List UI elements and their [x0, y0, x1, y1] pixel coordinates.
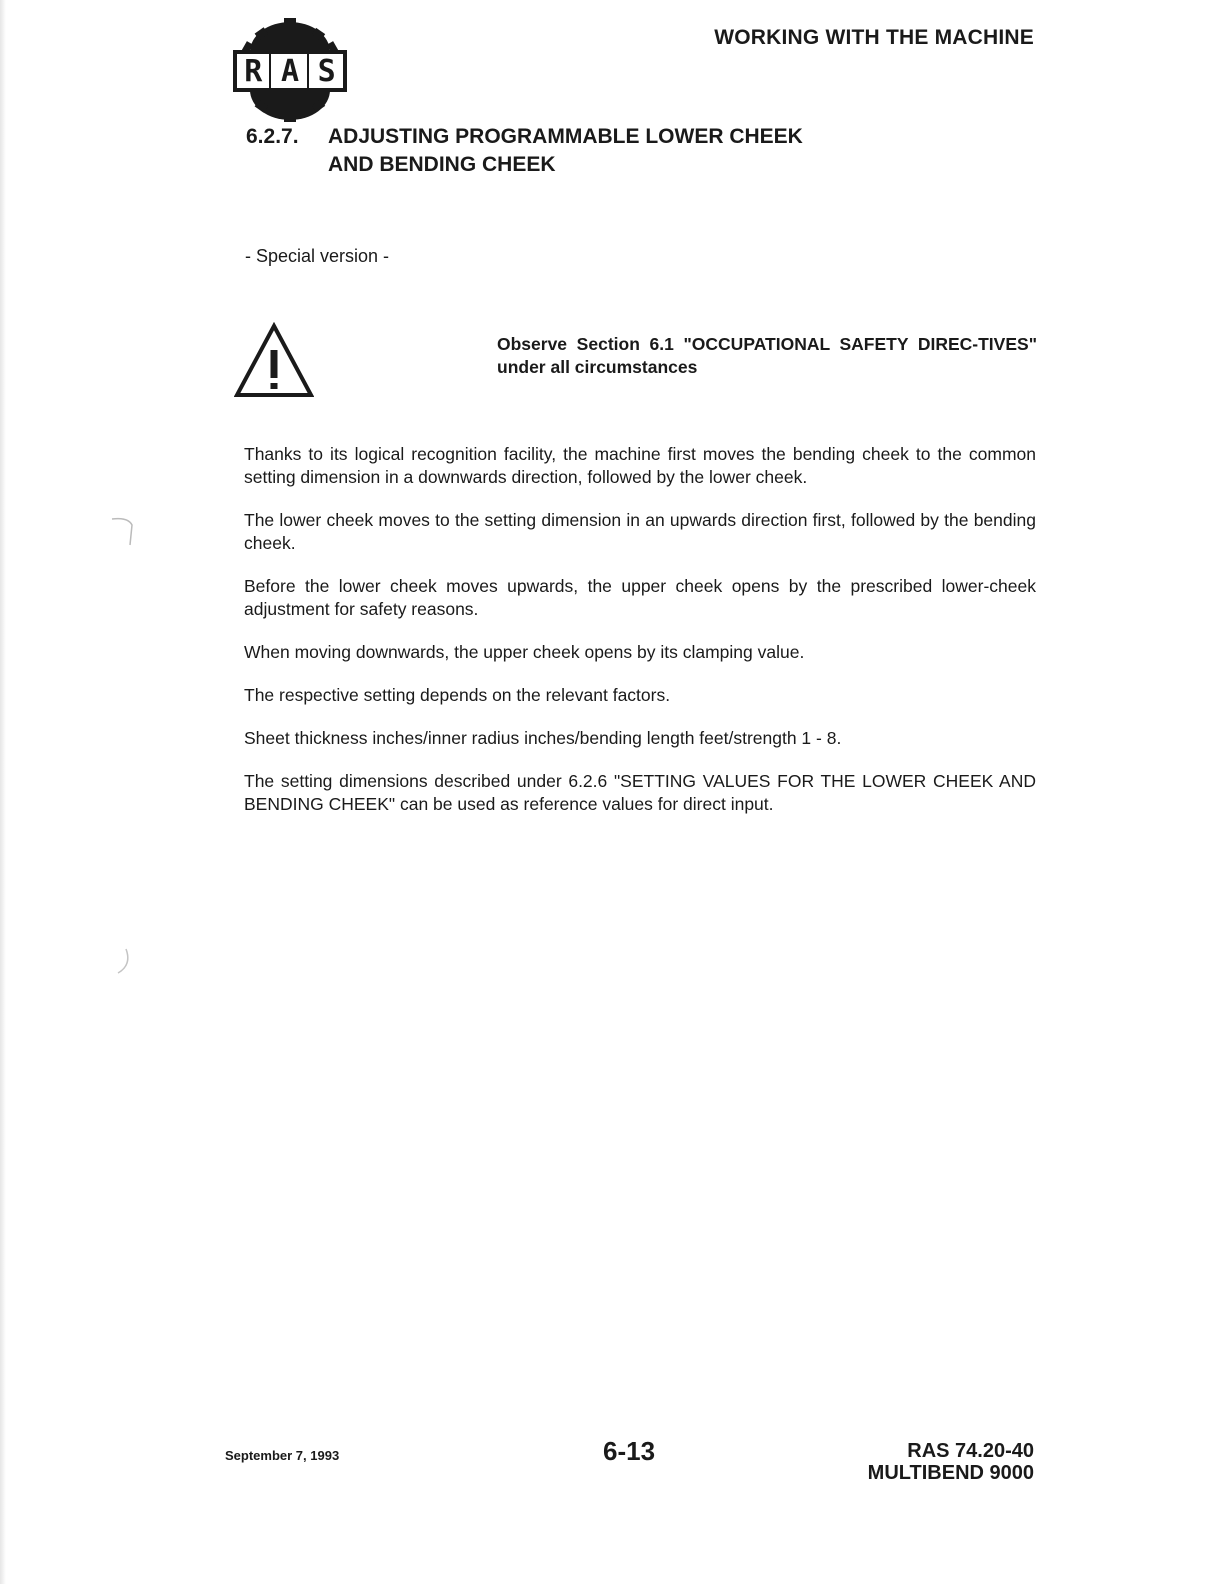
running-header: WORKING WITH THE MACHINE: [714, 26, 1034, 49]
doc-ref-line1: RAS 74.20-40: [907, 1440, 1034, 1462]
section-title-line1: ADJUSTING PROGRAMMABLE LOWER CHEEK: [328, 125, 803, 148]
paragraph: Thanks to its logical recognition facility, the machine first moves the bending cheek to the common setting dimension in a downwards direction, followed by the lower cheek.: [244, 444, 1036, 487]
section-number: 6.2.7.: [246, 125, 299, 148]
section-heading: [246, 123, 888, 179]
doc-ref-line2: MULTIBEND 9000: [867, 1462, 1034, 1484]
footer-date: September 7, 1993: [225, 1448, 340, 1463]
logo-letter-a: A: [280, 53, 300, 89]
paragraph: The setting dimensions described under 6.2.6 "SETTING VALUES FOR THE LOWER CHEEK AND BENDING CHEEK" can be used as reference values for direct input.: [244, 771, 1036, 814]
logo-letters: [235, 52, 345, 90]
scan-mark: [110, 515, 136, 549]
paragraph: When moving downwards, the upper cheek opens by its clamping value.: [244, 642, 805, 662]
scan-mark: [108, 945, 134, 979]
body-text: [244, 443, 1036, 836]
ras-logo: [232, 18, 348, 122]
page-edge: [0, 0, 6, 1584]
page-number: 6-13: [603, 1436, 656, 1466]
paragraph: Before the lower cheek moves upwards, the upper cheek opens by the prescribed lower-cheek adjustment for safety reasons.: [244, 576, 1036, 619]
logo-letter-r: R: [244, 53, 263, 89]
paragraph: Sheet thickness inches/inner radius inches/bending length feet/strength 1 - 8.: [244, 728, 842, 748]
logo-letter-s: S: [317, 53, 336, 89]
document-reference: [868, 1440, 1034, 1484]
section-title: [328, 123, 888, 179]
paragraph: The lower cheek moves to the setting dimension in an upwards direction first, followed by the bending cheek.: [244, 510, 1036, 553]
safety-notice: Observe Section 6.1 "OCCUPATIONAL SAFETY DIREC-TIVES" under all circumstances: [497, 334, 1037, 377]
section-subtitle: - Special version -: [245, 246, 390, 266]
paragraph: The respective setting depends on the relevant factors.: [244, 685, 671, 705]
warning-triangle-icon: [234, 322, 314, 398]
section-title-line2: AND BENDING CHEEK: [328, 153, 556, 176]
